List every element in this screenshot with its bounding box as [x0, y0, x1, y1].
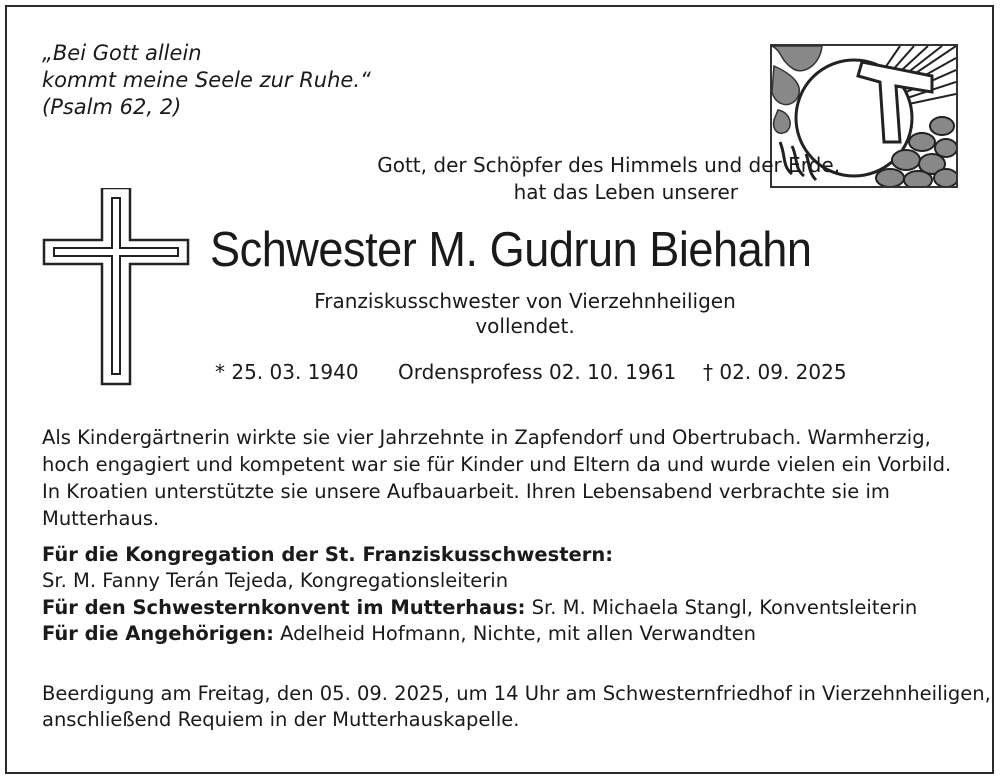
convent-signature [42, 595, 917, 621]
psalm-line-1: „Bei Gott allein [42, 41, 202, 65]
convent-signer: Sr. M. Michaela Stangl, Konventsleiterin [525, 596, 918, 619]
psalm-reference: (Psalm 62, 2) [42, 95, 182, 119]
relatives-label: Für die Angehörigen: [42, 622, 274, 645]
subtitle-line-2: vollendet. [475, 314, 575, 338]
intro-text [215, 152, 840, 206]
cross-icon [42, 188, 192, 393]
relatives-signature [42, 621, 756, 647]
intro-line-1: Gott, der Schöpfer des Himmels und der Erde, [377, 153, 840, 177]
funeral-line-2: anschließend Requiem in der Mutterhauskapelle. [42, 708, 520, 731]
death-date: † 02. 09. 2025 [703, 360, 847, 384]
funeral-info [42, 681, 991, 733]
psalm-quote [42, 40, 371, 121]
funeral-line-1: Beerdigung am Freitag, den 05. 09. 2025, um 14 Uhr am Schwesternfriedhof in Vierzehnheiligen, [42, 682, 991, 705]
profession-date: Ordensprofess 02. 10. 1961 [398, 360, 677, 384]
deceased-name: Schwester M. Gudrun Biehahn [210, 223, 812, 277]
subtitle [215, 289, 835, 339]
birth-date: * 25. 03. 1940 [215, 360, 359, 384]
congregation-label: Für die Kongregation der St. Franziskusschwestern: [42, 543, 614, 566]
congregation-signer: Sr. M. Fanny Terán Tejeda, Kongregationsleiterin [42, 569, 509, 592]
subtitle-line-1: Franziskusschwester von Vierzehnheiligen [314, 289, 736, 313]
intro-line-2: hat das Leben unserer [513, 180, 738, 204]
biography-text: Als Kindergärtnerin wirkte sie vier Jahrzehnte in Zapfendorf und Obertrubach. Warmherzig, hoch engagiert und kompetent war sie für Kinder und Eltern da und wurde vielen ein Vorbild. In Kroatien unterstützte sie unsere Aufbauarbeit. Ihren Lebensabend verbrachte sie im Mutterhaus. [42, 426, 952, 530]
relatives-signer: Adelheid Hofmann, Nichte, mit allen Verwandten [273, 622, 756, 645]
convent-label: Für den Schwesternkonvent im Mutterhaus: [42, 596, 526, 619]
psalm-line-2: kommt meine Seele zur Ruhe.“ [42, 68, 371, 92]
